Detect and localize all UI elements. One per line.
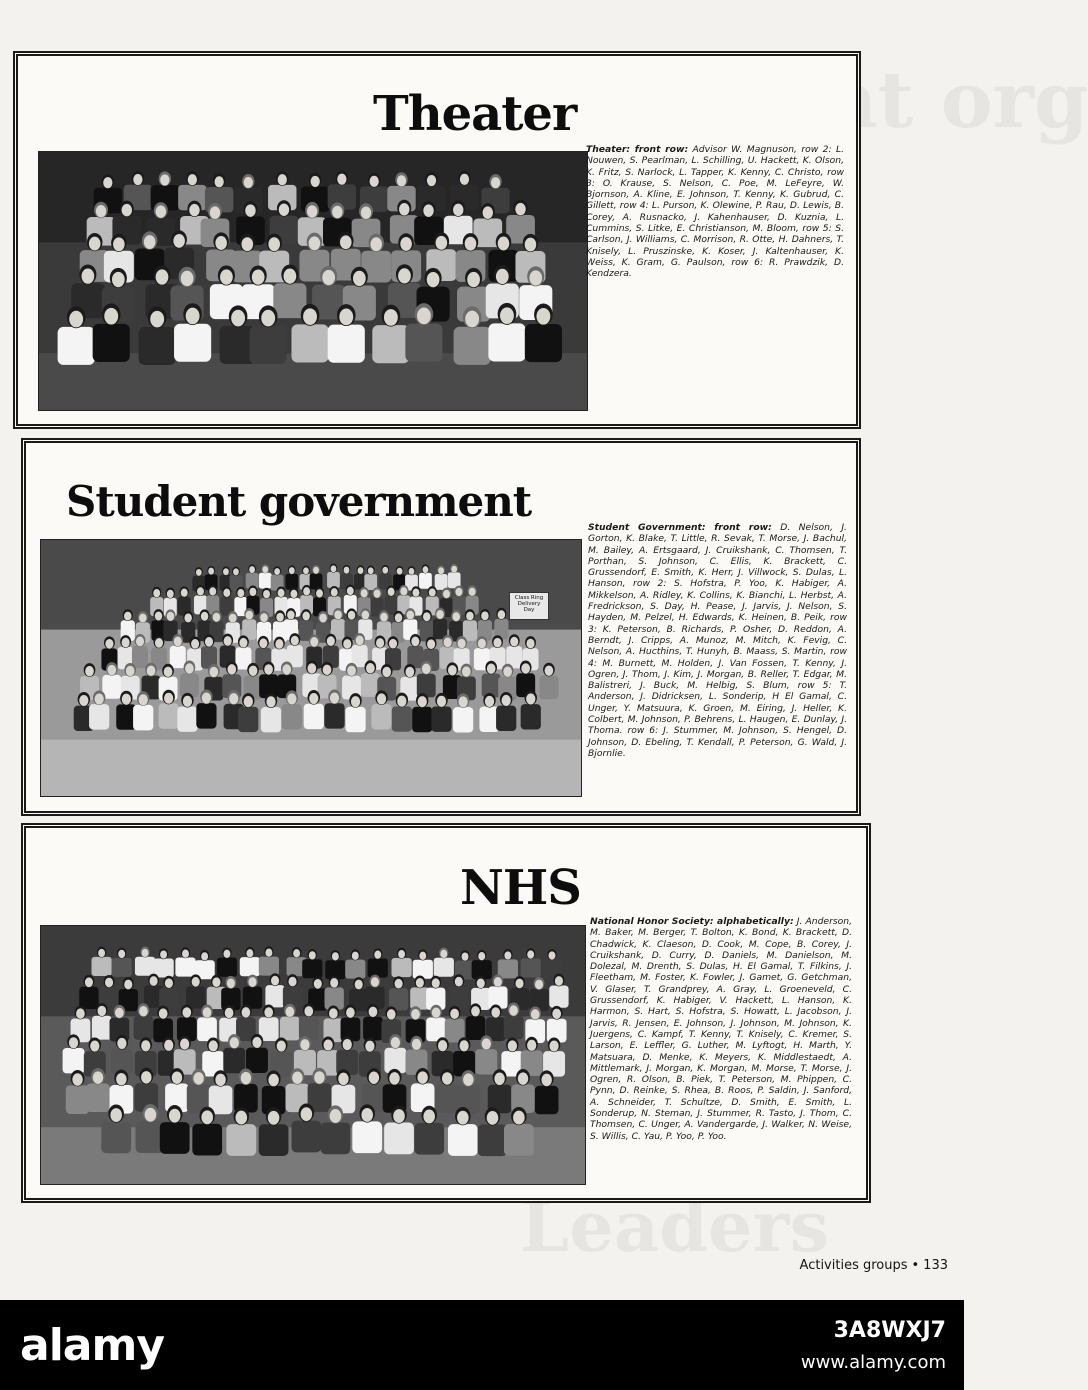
theater-group-photo	[38, 151, 588, 411]
student-government-heading: Student government	[66, 477, 532, 526]
nhs-heading: NHS	[460, 860, 581, 916]
student-government-group-photo	[40, 539, 582, 797]
theater-caption-lead: Theater: front row:	[586, 144, 689, 155]
theater-panel	[16, 54, 858, 426]
ghost-text-top: org	[940, 55, 1088, 146]
footer-bullet: •	[911, 1258, 920, 1273]
nhs-caption-body: J. Anderson, M. Baker, M. Berger, T. Bolton, K. Bond, K. Brackett, D. Chadwick, K. Claeson, D. Cook, M. Cope, B. Corey, J. Cruikshank, D. Curry, D. Daniels, M. Danielson, M. Dolezal, M. Drenth, S. Dulas, H. El Gamal, T. Filkins, J. Fleetham, M. Foster, K. Fowler, J. Gamet, G. Getchman, V. Glaser, T. Grandprey, A. Gray, L. Groeneveld, C. Grussendorf, K. Habiger, V. Hackett, L. Hanson, K. Harmon, S. Hart, S. Hofstra, S. Howatt, L. Jacobson, J. Jarvis, R. Jensen, E. Johnson, J. Johnson, M. Johnson, K. Juergens, C. Kampf, T. Kenny, T. Knisely, C. Kremer, S. Larson, E. Leffler, G. Luther, M. Lyftogt, H. Marth, Y. Matsuara, D. Menke, K. Meyers, K. Middlestaedt, A. Mittlemark, J. Morgan, K. Morgan, M. Morse, T. Morse, J. Ogren, R. Olson, B. Piek, T. Peterson, M. Phippen, C. Pynn, D. Reinke, S. Rhea, B. Roos, P. Saldin, J. Sanford, A. Schneider, T. Schultze, D. Smith, E. Smith, L. Sonderup, N. Steman, J. Stummer, R. Tasto, J. Thom, C. Thomsen, C. Unger, A. Vandergarde, J. Walker, N. Weise, S. Willis, C. Yau, P. Yoo, P. Yoo.	[590, 916, 852, 1142]
student-government-caption-body: D. Nelson, J. Gorton, K. Blake, T. Little, R. Sevak, T. Morse, J. Bachul, M. Bailey, A. Ertsgaard, J. Cruikshank, C. Thomsen, T. Porthan, S. Johnson, C. Ellis, K. Brackett, C. Grussendorf, E. Smith, K. Herr, J. Villwock, S. Dulas, L. Hanson, row 2: S. Hofstra, P. Yoo, K. Habiger, A. Mikkelson, A. Ridley, K. Collins, K. Bianchi, L. Herbst, A. Fredrickson, S. Day, H. Pease, J. Jarvis, J. Nelson, S. Hayden, M. Pelzel, H. Edwards, K. Heinen, B. Peik, row 3: K. Peterson, B. Richards, P. Osher, D. Reddon, A. Berndt, J. Cripps, A. Munoz, M. Mitch, K. Fevig, C. Nelson, A. Hucthins, T. Hunyh, B. Maass, S. Martin, row 4: M. Burnett, M. Holden, J. Van Fossen, T. Kenny, J. Ogren, J. Thom, J. Kim, J. Morgan, B. Reller, T. Edgar, M. Balistreri, J. Buck, M. Helbig, S. Blum, row 5: T. Anderson, J. Didricksen, L. Sonderip, H El Gamal, C. Unger, Y. Matsuura, K. Groen, M. Eiring, J. Heller, K. Colbert, M. Johnson, P. Behrens, L. Haugen, E. Dunlay, J. Thoma. row 6: J. Stummer, M. Johnson, S. Hengel, D. Johnson, D. Ebeling, T. Kendall, P. Peterson, G. Wald, J. Bjornlie.	[588, 522, 847, 759]
student-government-caption-lead: Student Government: front row:	[588, 522, 772, 533]
nhs-caption	[590, 916, 852, 1142]
site-url: www.alamy.com	[800, 1352, 946, 1373]
theater-caption	[586, 144, 844, 280]
nhs-group-photo	[40, 925, 586, 1185]
nhs-photo-image	[41, 926, 585, 1184]
student-government-panel	[24, 441, 858, 813]
ghost-text-bottom: Leaders	[520, 1185, 829, 1268]
page-footer	[800, 1258, 948, 1273]
class-ring-sign: Class Ring Delivery Day	[509, 592, 549, 620]
footer-section-label: Activities groups	[799, 1258, 908, 1273]
nhs-panel	[24, 826, 868, 1200]
student-government-photo-image	[41, 540, 581, 796]
image-id: 3A8WXJ7	[833, 1318, 946, 1343]
theater-caption-body: Advisor W. Magnuson, row 2: L. Nouwen, S. Pearlman, L. Schilling, U. Hackett, K. Olson, K. Fritz, S. Narlock, L. Tapper, K. Kenny, C. Christo, row 3: O. Krause, S. Nelson, C. Poe, M. LeFeyre, W. Bjornson, A. Kline, E. Johnson, T. Kenny, K. Gubrud, C. Gillett, row 4: L. Purson, K. Olewine, P. Rau, D. Lewis, B. Corey, A. Rusnacko, J. Kahenhauser, D. Kuznia, L. Cummins, S. Litke, E. Christianson, M. Bloom, row 5: S. Carlson, J. Williams, C. Morrison, R. Otte, H. Dahners, T. Knisely, L. Pruszinske, K. Koser, J. Kaltenhauser, K. Weiss, K. Gram, G. Paulson, row 6: R. Prawdzik, D. Kendzera.	[586, 144, 844, 280]
nhs-caption-lead: National Honor Society: alphabetically:	[590, 916, 794, 927]
alamy-logo: alamy	[20, 1320, 164, 1371]
student-government-caption	[588, 522, 847, 759]
theater-heading: Theater	[373, 86, 577, 142]
page-number: 133	[923, 1258, 948, 1273]
theater-photo-image	[39, 152, 587, 410]
